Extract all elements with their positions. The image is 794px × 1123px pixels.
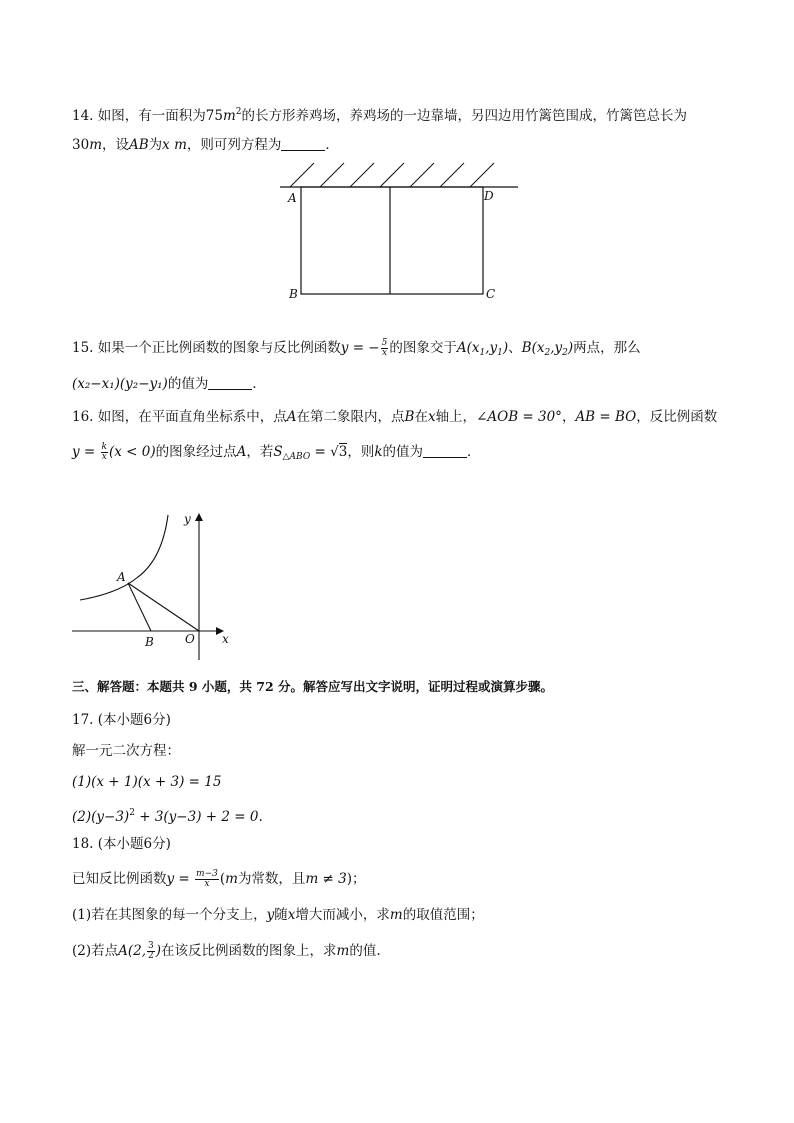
q16-angle: ∠AOB = 30° <box>476 409 562 425</box>
q18-m: m <box>389 907 403 923</box>
frac-denominator: x <box>204 879 210 889</box>
q17-eq2b: + 3(y−3) + 2 = 0 <box>134 809 259 825</box>
q14-text: 为 <box>148 137 163 153</box>
q18-y: y <box>266 907 275 923</box>
q15-text: 两点，那么 <box>573 340 641 356</box>
q16-end: ． <box>467 444 481 460</box>
q17-part2 <box>72 804 263 826</box>
q16-text: ，反比例函数 <box>636 409 718 425</box>
q16-text: 的值为 <box>382 444 424 460</box>
q18-point-end: ) <box>155 943 162 959</box>
q16-x: x <box>427 409 436 425</box>
q16-y: y = <box>72 444 100 460</box>
q18-title: 18. (本小题6分) <box>72 836 171 852</box>
q15-answer-blank[interactable] <box>208 375 252 390</box>
q14-text: ，则可列方程为 <box>186 137 282 153</box>
q15-point-B: $B(x_2,y_2)$ <box>521 340 574 358</box>
wall-hatching <box>290 163 494 187</box>
q14-area-value: 75 <box>205 108 223 124</box>
q18-text: 为常数，且 <box>237 871 306 887</box>
q17-eq1: (1)(x + 1)(x + 3) = 15 <box>72 774 222 790</box>
q16-text: ，若 <box>246 444 274 460</box>
q18-text: )； <box>346 871 366 887</box>
label-y: y <box>184 512 191 526</box>
q16-A: A <box>286 409 297 425</box>
coop-rectangle <box>301 187 483 294</box>
q16-text: 16. 如图，在平面直角坐标系中，点 <box>72 409 287 425</box>
q15-text: 15. 如果一个正比例函数的图象与反比例函数 <box>72 340 341 356</box>
q14-figure <box>270 160 530 305</box>
q16-condition: (x < 0) <box>109 444 156 460</box>
q16-sqrt: √3 <box>330 444 348 460</box>
q16-figure <box>68 505 238 665</box>
segment-AO <box>128 583 199 631</box>
q15-y: y <box>340 340 349 356</box>
frac-denominator: 2 <box>148 951 154 961</box>
q18-condition: m ≠ 3 <box>305 871 347 887</box>
q14-line1 <box>72 103 687 125</box>
q17-part1 <box>72 773 221 791</box>
label-x: x <box>222 632 229 646</box>
q18-fraction <box>195 870 219 889</box>
frac-numerator: 3 <box>148 941 154 951</box>
q14-line2 <box>72 136 339 154</box>
label-A: A <box>117 570 126 584</box>
q17-end: . <box>258 809 263 825</box>
q15-text: 的值为 <box>167 376 209 392</box>
q16-text: 在 <box>414 409 428 425</box>
frac-numerator: m−3 <box>196 869 218 879</box>
q18-y: y = <box>166 871 195 887</box>
label-O: O <box>185 632 195 646</box>
q16-eq: = <box>310 444 331 460</box>
q14-unit: m <box>222 108 236 124</box>
q18-point-fraction <box>147 942 155 961</box>
q16-S-sub: △ABO <box>282 452 311 462</box>
label-B: B <box>289 287 298 301</box>
q18-text: ( <box>219 871 226 887</box>
q14-text: ，设 <box>102 137 129 153</box>
section3-heading: 三、解答题：本题共 9 小题，共 72 分。解答应写出文字说明，证明过程或演算步骤。 <box>72 679 554 694</box>
y-axis-arrow <box>195 513 203 521</box>
q16-answer-blank[interactable] <box>423 443 467 458</box>
q18-text: 在该反比例函数的图象上，求 <box>161 943 337 959</box>
q15-point-A: $A(x_1,y_1)$ <box>456 340 509 358</box>
q15-eq: = − <box>348 340 380 356</box>
q14-length: 30 <box>72 137 90 153</box>
q15-line2 <box>72 375 266 393</box>
q18-point: A(2, <box>118 943 147 959</box>
q16-S: S <box>273 444 283 460</box>
q15-line1 <box>72 339 641 362</box>
frac-numerator: 5 <box>381 338 388 348</box>
q16-text: 轴上， <box>435 409 477 425</box>
label-D: D <box>484 189 494 203</box>
q16-text: ，则 <box>347 444 375 460</box>
q15-expression: (x₂−x₁)(y₂−y₁) <box>72 376 168 392</box>
q17-eq2a: (2)(y−3) <box>72 809 130 825</box>
q17-sup: 2 <box>129 808 135 818</box>
q16-B: B <box>404 409 415 425</box>
q18-text: 增大而减小，求 <box>295 907 390 923</box>
q15-fraction <box>381 339 389 358</box>
q18-intro <box>72 870 366 889</box>
q14-text: 的长方形养鸡场，养鸡场的一边靠墙，另四边用竹篱笆围成，竹篱笆总长为 <box>241 108 687 124</box>
q16-equality: AB = BO <box>575 409 637 425</box>
q18-text: 已知反比例函数 <box>72 871 167 887</box>
q17-title: 17. (本小题6分) <box>72 712 171 728</box>
q14-end: ． <box>325 137 339 153</box>
q15-sep: 、 <box>508 340 522 356</box>
q16-fraction <box>101 443 108 462</box>
q17-intro: 解一元二次方程： <box>72 743 180 759</box>
q18-text: 的值. <box>349 943 381 959</box>
q14-x: x m <box>162 137 187 153</box>
label-B: B <box>145 635 154 649</box>
q14-answer-blank[interactable] <box>281 136 325 151</box>
q16-text: 的图象经过点 <box>155 444 237 460</box>
q18-part1 <box>72 906 484 924</box>
q18-text: 随 <box>274 907 288 923</box>
q18-text: (2)若点 <box>72 943 119 959</box>
hyperbola-curve <box>80 515 168 600</box>
q18-text: (1)若在其图象的每一个分支上， <box>72 907 267 923</box>
q16-A: A <box>236 444 247 460</box>
frac-denominator: x <box>381 348 388 358</box>
label-A: A <box>288 191 297 205</box>
q18-x: x <box>287 907 296 923</box>
q15-end: ． <box>252 376 266 392</box>
q16-text: 在第二象限内，点 <box>296 409 405 425</box>
q14-text: 14. 如图，有一面积为 <box>72 108 206 124</box>
q15-text: 的图象交于 <box>389 340 457 356</box>
q14-unit: m <box>89 137 102 153</box>
q18-text: 的取值范围； <box>402 907 484 923</box>
frac-denominator: x <box>101 452 107 462</box>
q16-line2 <box>72 443 481 466</box>
q18-m: m <box>336 943 350 959</box>
q14-ab: AB <box>129 137 149 153</box>
q18-part2 <box>72 942 381 961</box>
label-C: C <box>486 287 496 301</box>
q16-k: k <box>374 444 383 460</box>
q18-m: m <box>225 871 238 887</box>
q16-line1 <box>72 408 717 426</box>
q16-text: ， <box>561 409 576 425</box>
q14-sup: 2 <box>235 107 242 117</box>
frac-numerator: k <box>101 442 107 452</box>
